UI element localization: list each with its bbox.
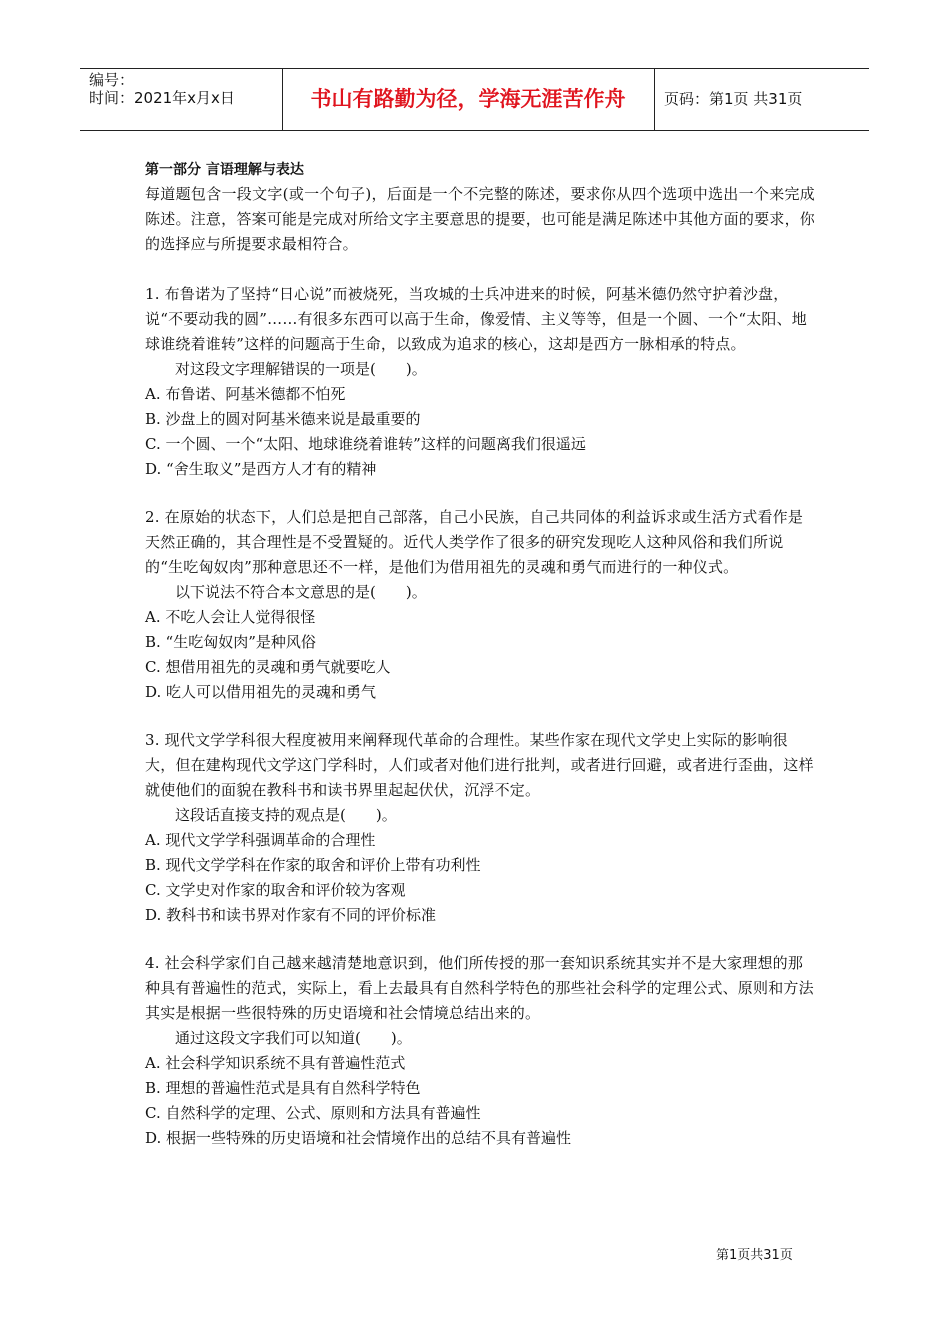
option-d: D. 教科书和读书界对作家有不同的评价标准: [145, 906, 437, 924]
question-3: [145, 728, 815, 928]
question-text: 1. 布鲁诺为了坚持“日心说”而被烧死，当攻城的士兵冲进来的时候，阿基米德仍然守护着沙盘，说“不要动我的圆”……有很多东西可以高于生命，像爱情、主义等等，但是一个圆、一个“太阳、地球谁绕着谁转”这样的问题高于生命，以致成为追求的核心，这却是西方一脉相承的特点。: [145, 285, 808, 353]
option-b: B. 现代文学学科在作家的取舍和评价上带有功利性: [145, 856, 481, 874]
option-b: B. “生吃匈奴肉”是种风俗: [145, 633, 316, 651]
header-page-code: 页码：第1页 共31页: [664, 90, 803, 108]
document-time: 时间：2021年x月x日: [89, 89, 235, 107]
question-prompt: 对这段文字理解错误的一项是( )。: [175, 360, 427, 378]
option-c: C. 自然科学的定理、公式、原则和方法具有普遍性: [145, 1104, 481, 1122]
section-intro: 每道题包含一段文字(或一个句子)，后面是一个不完整的陈述，要求你从四个选项中选出一个来完成陈述。注意，答案可能是完成对所给文字主要意思的提要，也可能是满足陈述中其他方面的要求，你的选择应与所提要求最相符合。: [145, 185, 815, 253]
header-motto-cell: [282, 69, 655, 130]
page-number-footer: 第1页共31页: [716, 1248, 793, 1263]
option-a: A. 社会科学知识系统不具有普遍性范式: [145, 1054, 406, 1072]
document-body: [145, 158, 815, 1151]
option-d: D. “舍生取义”是西方人才有的精神: [145, 460, 377, 478]
option-a: A. 不吃人会让人觉得很怪: [145, 608, 316, 626]
option-c: C. 文学史对作家的取舍和评价较为客观: [145, 881, 406, 899]
option-c: C. 一个圆、一个“太阳、地球谁绕着谁转”这样的问题离我们很遥远: [145, 435, 586, 453]
question-prompt: 通过这段文字我们可以知道( )。: [175, 1029, 412, 1047]
section-title: 第一部分 言语理解与表达: [145, 162, 304, 178]
option-a: A. 布鲁诺、阿基米德都不怕死: [145, 385, 346, 403]
question-2: [145, 505, 815, 705]
header-motto: 书山有路勤为径，学海无涯苦作舟: [310, 87, 626, 111]
question-prompt: 这段话直接支持的观点是( )。: [175, 806, 397, 824]
document-code-label: 编号：: [89, 71, 135, 89]
option-d: D. 吃人可以借用祖先的灵魂和勇气: [145, 683, 377, 701]
option-b: B. 沙盘上的圆对阿基米德来说是最重要的: [145, 410, 421, 428]
option-c: C. 想借用祖先的灵魂和勇气就要吃人: [145, 658, 391, 676]
option-d: D. 根据一些特殊的历史语境和社会情境作出的总结不具有普遍性: [145, 1129, 572, 1147]
option-a: A. 现代文学学科强调革命的合理性: [145, 831, 376, 849]
document-header: [80, 68, 869, 131]
question-1: [145, 282, 815, 482]
option-b: B. 理想的普遍性范式是具有自然科学特色: [145, 1079, 421, 1097]
question-text: 4. 社会科学家们自己越来越清楚地意识到，他们所传授的那一套知识系统其实并不是大家理想的那种具有普遍性的范式，实际上，看上去最具有自然科学特色的那些社会科学的定理公式、原则和方法其实是根据一些很特殊的历史语境和社会情境总结出来的。: [145, 954, 814, 1022]
question-prompt: 以下说法不符合本文意思的是( )。: [175, 583, 427, 601]
header-left-cell: [80, 69, 283, 130]
question-text: 3. 现代文学学科很大程度被用来阐释现代革命的合理性。某些作家在现代文学史上实际的影响很大，但在建构现代文学这门学科时，人们或者对他们进行批判，或者进行回避，或者进行歪曲，这样就使他们的面貌在教科书和读书界里起起伏伏，沉浮不定。: [145, 731, 814, 799]
question-4: [145, 951, 815, 1151]
header-page-cell: [654, 69, 869, 130]
question-text: 2. 在原始的状态下，人们总是把自己部落，自己小民族，自己共同体的利益诉求或生活方式看作是天然正确的，其合理性是不受置疑的。近代人类学作了很多的研究发现吃人这种风俗和我们所说的“生吃匈奴肉”那种意思还不一样，是他们为借用祖先的灵魂和勇气而进行的一种仪式。: [145, 508, 804, 576]
